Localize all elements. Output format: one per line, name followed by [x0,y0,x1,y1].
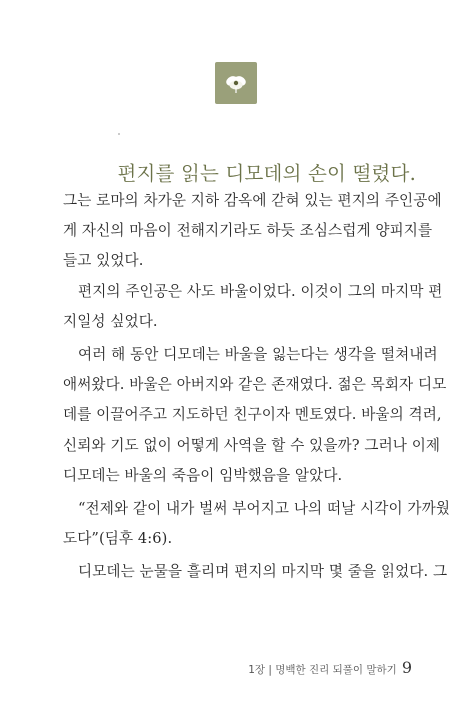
flower-icon [223,72,249,94]
text-line: 애써왔다. 바울은 아버지와 같은 존재였다. 젊은 목회자 디모 [63,376,447,394]
text-line: 디모데는 눈물을 흘리며 편지의 마지막 몇 줄을 읽었다. 그 [78,563,448,581]
text-line: 들고 있었다. [63,252,144,270]
text-line: 신뢰와 기도 없이 어떻게 사역을 할 수 있을까? 그러나 이제 [63,436,441,454]
text-line: “전제와 같이 내가 벌써 부어지고 나의 떠날 시각이 가까웠 [78,500,451,518]
text-line: 편지의 주인공은 사도 바울이었다. 이것이 그의 마지막 편 [78,282,443,300]
opening-line: 편지를 읽는 디모데의 손이 떨렸다. [117,162,416,185]
page-number: 9 [401,658,412,677]
paragraph-2 [63,277,443,337]
paragraph-5 [63,557,448,587]
text-line: 디모데는 바울의 죽음이 임박했음을 알았다. [63,466,343,484]
paragraph-3 [63,340,447,491]
text-line: 여러 해 동안 디모데는 바울을 잃는다는 생각을 떨쳐내려 [78,346,438,364]
text-line: 도다”(딤후 4:6). [63,530,173,548]
text-line: 데를 이끌어주고 지도하던 친구이자 멘토였다. 바울의 격려, [63,406,442,424]
page-speck [118,133,120,135]
running-footer-chapter: 1장 | 명백한 진리 되풀이 말하기 [248,664,397,676]
body-text [63,186,451,588]
text-line: 지일성 싶었다. [63,312,158,330]
text-line: 게 자신의 마음이 전해지기라도 하듯 조심스럽게 양피지를 [63,222,433,240]
paragraph-1 [63,186,442,277]
text-line: 그는 로마의 차가운 지하 감옥에 갇혀 있는 편지의 주인공에 [63,192,442,209]
chapter-ornament [215,62,257,104]
paragraph-4 [63,494,451,554]
page-footer [248,658,412,677]
